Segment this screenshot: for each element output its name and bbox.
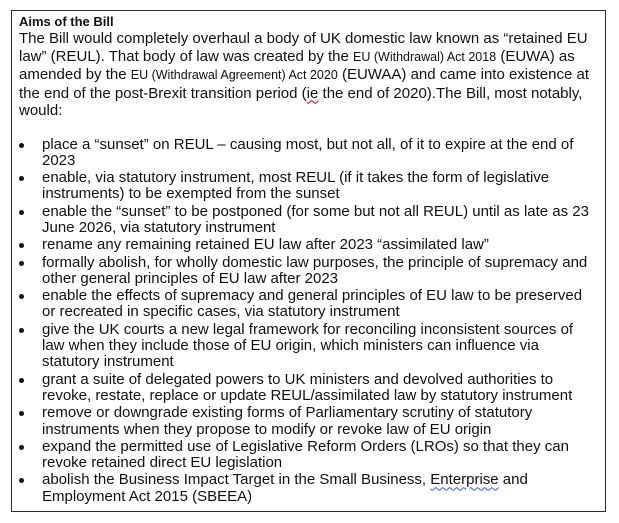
bullet-icon [19, 261, 24, 266]
list-item: abolish the Business Impact Target in the Small Business, Enterprise and Employment Act 2015 (SBEEA) [19, 472, 597, 505]
paragraph-spacer [19, 120, 597, 137]
intro-text-4: the end of 2020).The Bill, most notably, would: [19, 84, 583, 119]
spellcheck-word-ie: ie [306, 84, 319, 102]
bullet-icon [19, 143, 24, 148]
bullet-icon [19, 478, 24, 483]
list-item: enable the “sunset” to be postponed (for some but not all REUL) until as late as 23 June 2026, via statutory instrument [19, 204, 597, 237]
intro-paragraph [19, 30, 597, 120]
intro-text-2: (EUWA) as amended by the [19, 47, 575, 83]
bullet-icon [19, 176, 24, 181]
list-item: expand the permitted use of Legislative Reform Orders (LROs) so that they can revoke retained direct EU legislation [19, 439, 597, 472]
list-item: place a “sunset” on REUL – causing most, but not all, of it to expire at the end of 2023 [19, 137, 597, 170]
grammar-check-word: Enterprise [430, 471, 499, 489]
list-item: enable, via statutory instrument, most REUL (if it takes the form of legislative instruments) to be exempted from the sunset [19, 170, 597, 203]
bullet-icon [19, 294, 24, 299]
act-name-euwa: EU (Withdrawal) Act 2018 [353, 49, 497, 64]
list-item: enable the effects of supremacy and general principles of EU law to be preserved or recreated in specific cases, via statutory instrument [19, 288, 597, 321]
bullet-icon [19, 210, 24, 215]
aims-content [19, 14, 597, 506]
bullet-icon [19, 411, 24, 416]
aims-bullet-list [19, 137, 597, 506]
bullet-icon [19, 445, 24, 450]
intro-text-3: (EUWAA) and came into existence at the end of the post-Brexit transition period ( [19, 66, 590, 102]
aims-box [11, 10, 606, 512]
bullet-icon [19, 328, 24, 333]
list-item: formally abolish, for wholly domestic law purposes, the principle of supremacy and other general principles of EU law after 2023 [19, 255, 597, 288]
bullet-icon [19, 243, 24, 248]
list-item: give the UK courts a new legal framework for reconciling inconsistent sources of law when they include those of EU origin, which ministers can influence via statutory instrument [19, 322, 597, 371]
section-heading: Aims of the Bill [19, 14, 114, 29]
list-item: remove or downgrade existing forms of Parliamentary scrutiny of statutory instruments when they propose to modify or revoke law of EU origin [19, 405, 597, 438]
act-name-euwaa: EU (Withdrawal Agreement) Act 2020 [130, 68, 338, 82]
intro-text-1: The Bill would completely overhaul a body of UK domestic law known as “retained EU law” (REUL). That body of law was created by the [19, 30, 588, 65]
list-item: rename any remaining retained EU law after 2023 “assimilated law” [19, 237, 597, 253]
list-item: grant a suite of delegated powers to UK ministers and devolved authorities to revoke, restate, replace or update REUL/assimilated law by statutory instrument [19, 372, 597, 405]
bullet-icon [19, 378, 24, 383]
